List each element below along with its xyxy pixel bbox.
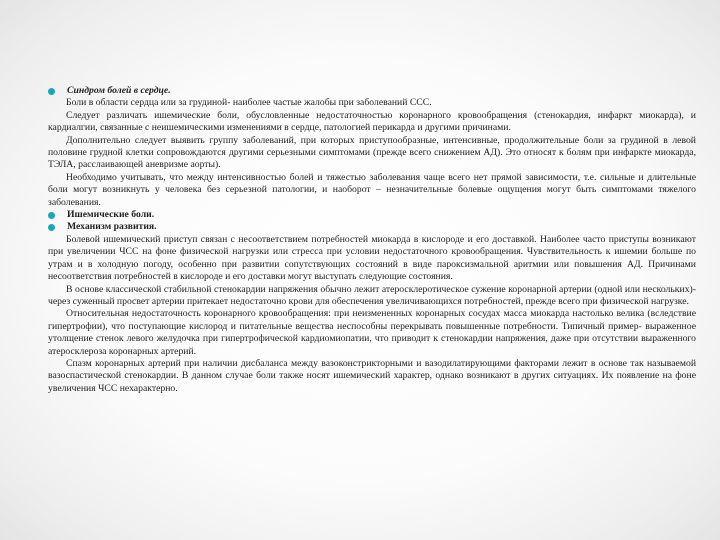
paragraph-relative-insufficiency: Относительная недостаточность коронарного кровообращения: при неизмененных коронарных сосудах масса миокарда настолько велика (вследствие гипертрофии), что поступающие кислород и питательные вещества неспособны перекрывать повышенные потребности. Типичный пример- выраженное утолщение стенок левого желудочка при гипертрофической кардиомиопатии, что приводит к стенокардии напряжения, даже при отсутствии выраженного атеросклероза коронарных артерий. xyxy=(48,308,696,357)
text-content xyxy=(48,85,696,395)
paragraph-intro: Боли в области сердца или за грудиной- наиболее частые жалобы при заболеваний ССС. xyxy=(66,97,432,109)
paragraph-stable-angina: В основе классической стабильной стенокардии напряжения обычно лежит атеросклеротическое сужение коронарной артерии (одной или нескольких)- через суженный просвет артерии притекает недостаточно крови для обеспечения увеличивающихся потребностей, прежде всего при физической нагрузке. xyxy=(48,283,696,307)
paragraph-differentiation: Следует различать ишемические боли, обусловленные недостаточностью коронарного кровообращения (стенокардия, инфаркт миокарда), и кардиалгии, связанные с неишемическими изменениями в сердце, патологией перикарда и другими причинами. xyxy=(48,109,696,134)
paragraph-mechanism: Болевой ишемический приступ связан с несоответствием потребностей миокарда в кислороде и его доставкой. Наиболее часто приступы возникают при увеличении ЧСС на фоне физической нагрузки или стресса при условии недостаточного кровообращения. Чувствительность к ишемии больше по утрам и в холодную погоду, особенно при развитии сопутствующих состояний в виде пароксизмальной аритмии или повышения АД. Причинами несоответствия потребностей в кислороде и его доставки могут выступать следующие состояния. xyxy=(48,233,696,283)
bullet-heading-ischemic-pain: Ишемические боли. xyxy=(48,209,696,221)
paragraph-serious-symptoms: Дополнительно следует выявить группу заболеваний, при которых приступообразные, интенсивные, продолжительные боли за грудиной в левой половине грудной клетки сопровождаются другими серьезными симптомами (прежде всего снижением АД). Это относят к болям при инфаркте миокарда, ТЭЛА, расслаивающей аневризме аорты). xyxy=(48,134,696,171)
paragraph-spasm: Спазм коронарных артерий при наличии дисбаланса между вазоконстрикторными и вазодилатирующими факторами лежит в основе так называемой вазоспастической стенокардии. В данном случае боли также носят ишемический характер, однако возникают в других ситуациях. Их появление на фоне увеличения ЧСС нехарактерно. xyxy=(48,357,696,394)
bullet-heading-pain-syndrome: Синдром болей в сердце. xyxy=(48,85,696,97)
paragraph-intensity: Необходимо учитывать, что между интенсивностью болей и тяжестью заболевания чаще всего нет прямой зависимости, т.е. сильные и длительные боли могут возникнуть у человека без серьезной патологии, и наоборот – незначительные болевые ощущения могут быть симптомами тяжелого заболевания. xyxy=(48,171,696,208)
bullet-heading-mechanism: Механизм развития. xyxy=(48,221,696,233)
